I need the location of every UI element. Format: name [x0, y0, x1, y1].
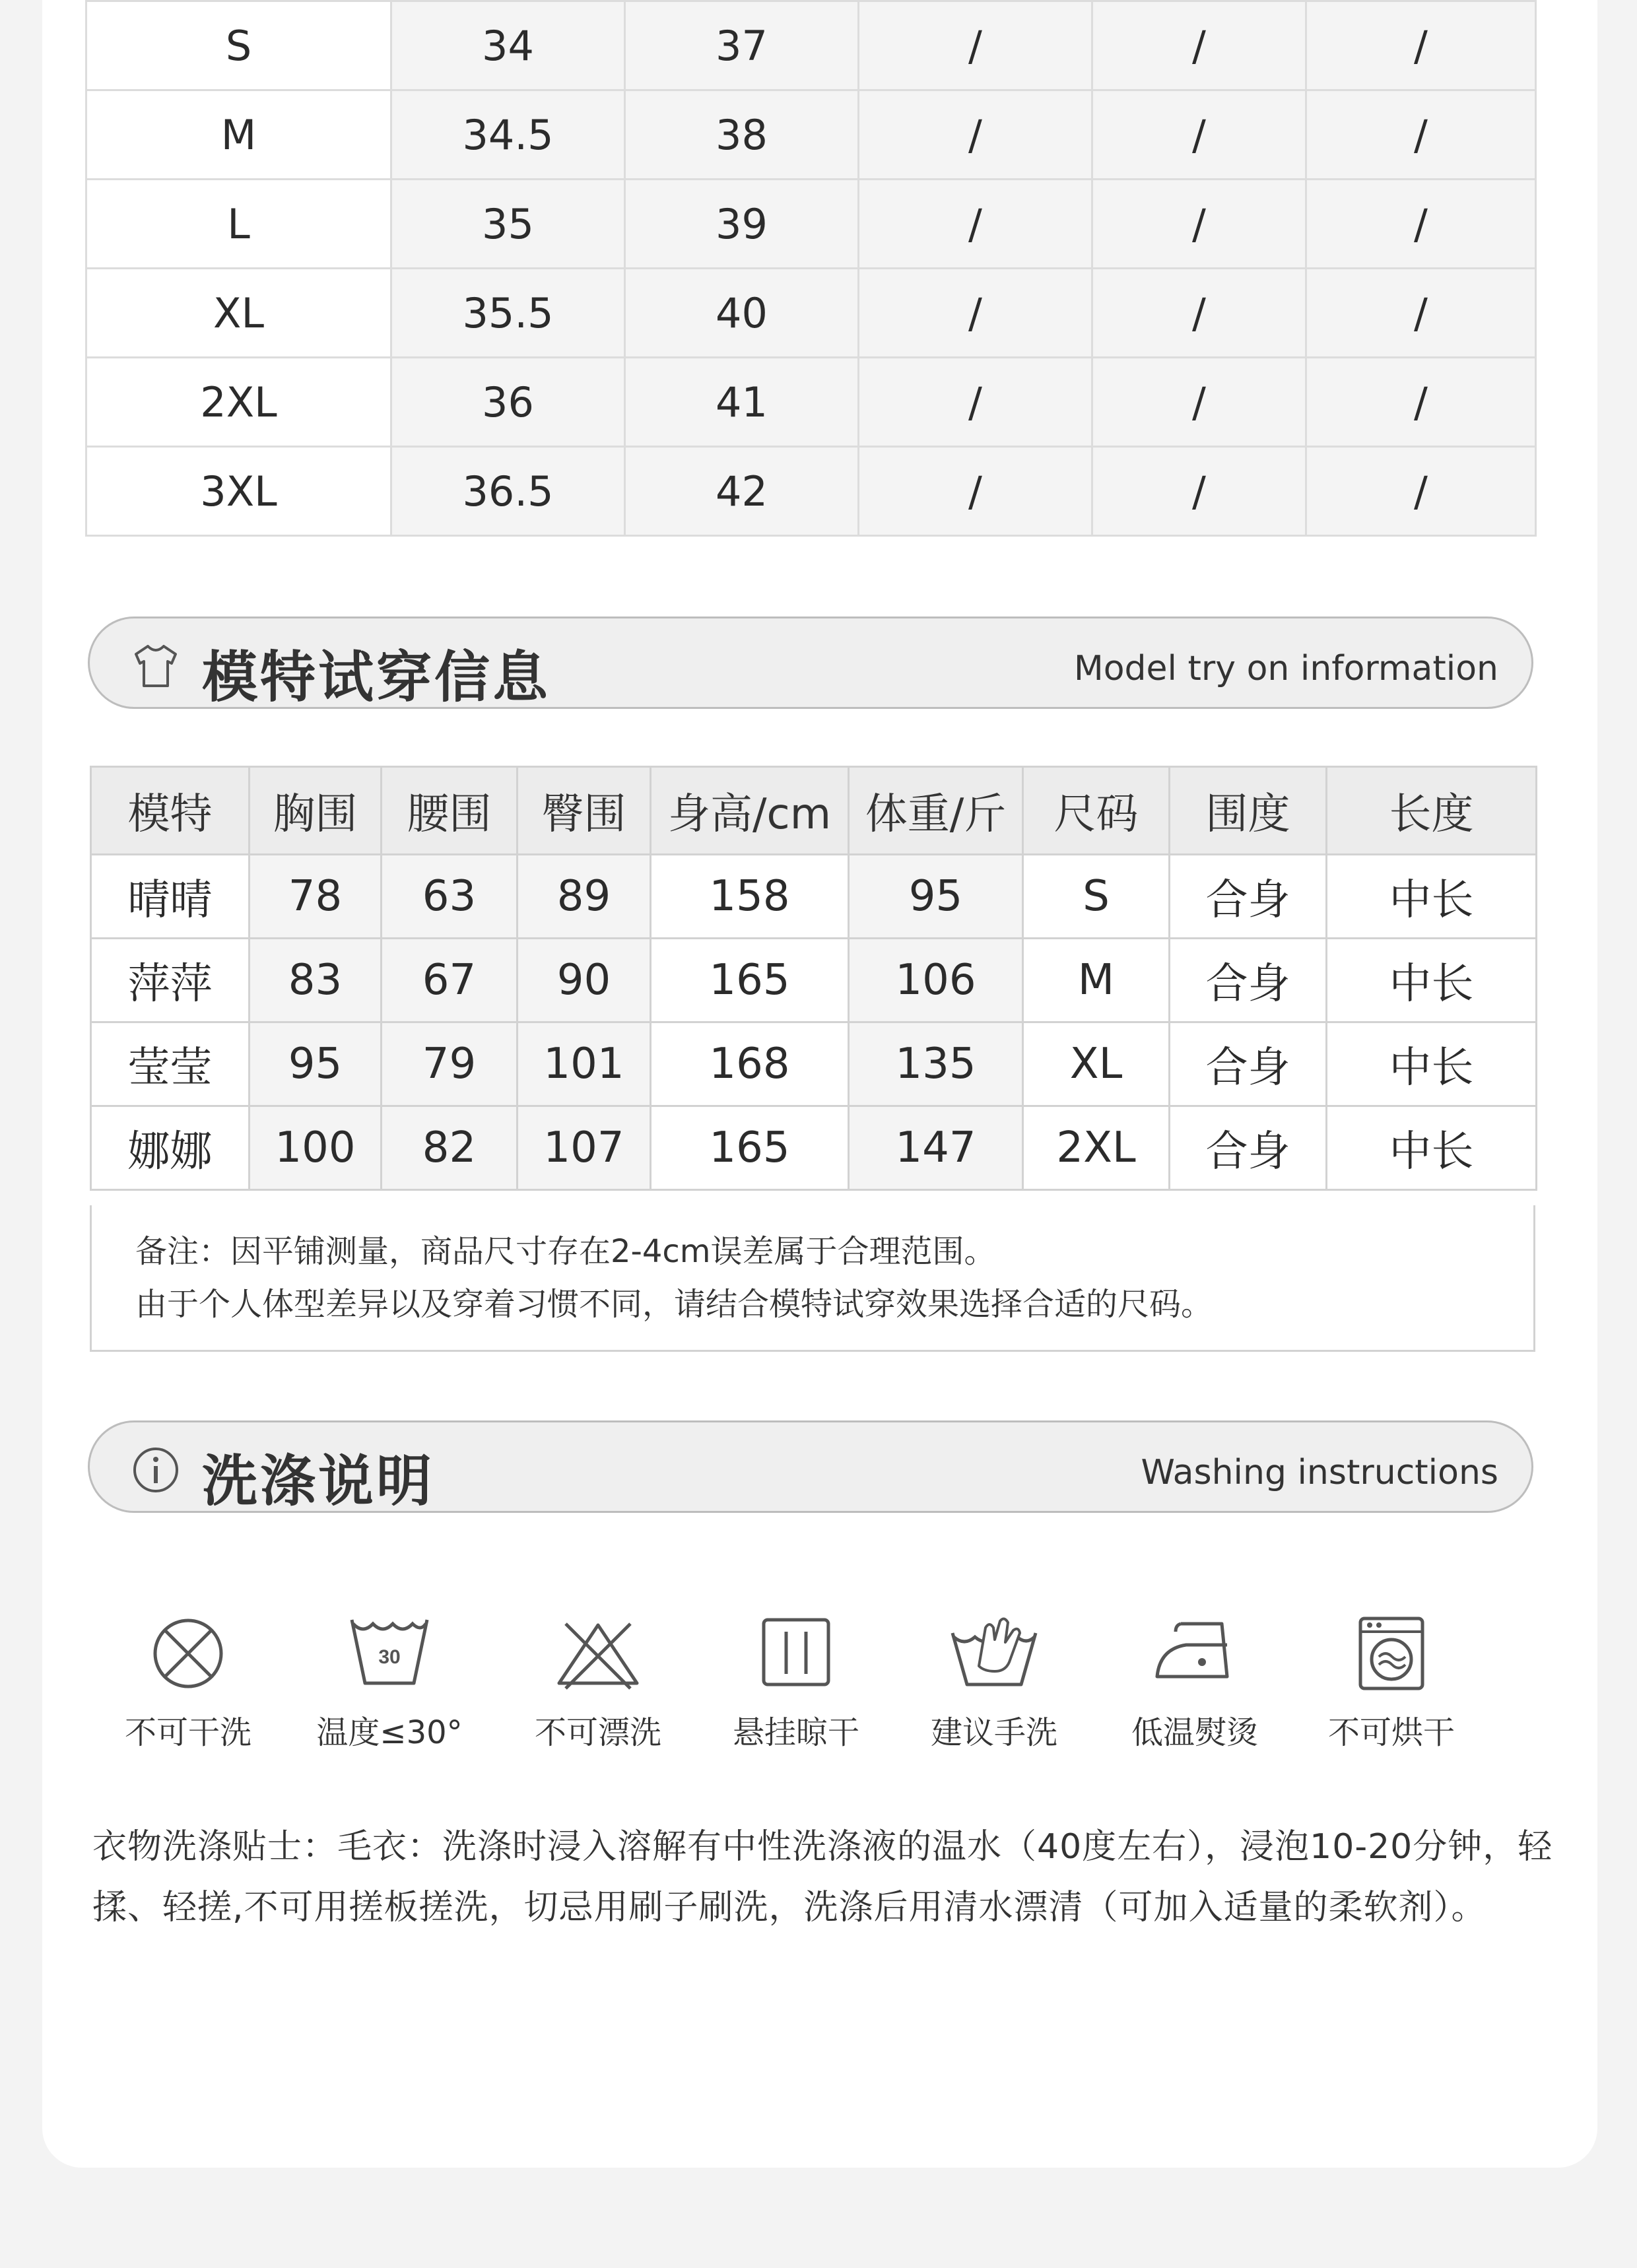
model-table-cell: 158 [651, 855, 849, 939]
size-table-cell: / [1306, 447, 1536, 536]
model-table-cell: 莹莹 [91, 1022, 250, 1106]
model-table-cell: 90 [518, 939, 651, 1022]
wash-item-no-bleach: 不可漂洗 [512, 1611, 684, 1752]
model-table-cell: 萍萍 [91, 939, 250, 1022]
size-table-cell: 42 [625, 447, 859, 536]
model-table-cell: 中长 [1327, 939, 1537, 1022]
size-table-row [86, 90, 1536, 180]
model-table-header-cell: 围度 [1170, 767, 1327, 855]
size-table-cell: / [1092, 1, 1306, 90]
model-table-header-cell: 臀围 [518, 767, 651, 855]
model-table [90, 766, 1537, 1191]
model-table-cell: 101 [518, 1022, 651, 1106]
model-table-header-cell: 尺码 [1023, 767, 1170, 855]
size-table-cell: S [86, 1, 391, 90]
size-table-cell: / [1306, 1, 1536, 90]
model-table-header-cell: 身高/cm [651, 767, 849, 855]
washing-subtitle: Washing instructions [1141, 1453, 1498, 1492]
model-table-cell: 78 [250, 855, 382, 939]
size-table-cell: / [1306, 358, 1536, 447]
model-table-cell: 中长 [1327, 1106, 1537, 1190]
no-tumble-dry-icon [1342, 1611, 1441, 1696]
model-table-cell: 95 [250, 1022, 382, 1106]
size-table-cell: / [1092, 269, 1306, 358]
model-table-cell: 79 [382, 1022, 518, 1106]
model-info-title: 模特试穿信息 [202, 645, 551, 710]
model-table-cell: 娜娜 [91, 1106, 250, 1190]
note-line-2: 由于个人体型差异以及穿着习惯不同，请结合模特试穿效果选择合适的尺码。 [135, 1286, 1213, 1323]
model-table-cell: 82 [382, 1106, 518, 1190]
size-table-row [86, 1, 1536, 90]
size-table [85, 0, 1537, 537]
size-table-cell: 35.5 [391, 269, 625, 358]
model-table-header-cell: 胸围 [250, 767, 382, 855]
model-table-cell: 中长 [1327, 1022, 1537, 1106]
wash-icons-row [0, 1611, 1637, 1756]
model-table-row [91, 855, 1537, 939]
model-info-header [88, 617, 1533, 709]
size-table-cell: / [859, 1, 1092, 90]
hang-dry-icon [747, 1611, 846, 1696]
size-table-cell: 34.5 [391, 90, 625, 180]
wash-item-30: 30 温度≤30° [304, 1611, 475, 1752]
model-info-subtitle: Model try on information [1073, 649, 1498, 688]
info-icon [131, 1445, 181, 1495]
size-table-row [86, 180, 1536, 269]
model-table-cell: 106 [849, 939, 1023, 1022]
size-table-cell: 36 [391, 358, 625, 447]
model-table-row [91, 1106, 1537, 1190]
washing-title: 洗涤说明 [202, 1449, 435, 1514]
svg-text:30: 30 [378, 1646, 401, 1668]
size-table-cell: / [859, 358, 1092, 447]
size-table-cell: 35 [391, 180, 625, 269]
model-table-cell: 合身 [1170, 939, 1327, 1022]
model-table-cell: 63 [382, 855, 518, 939]
size-table-cell: 2XL [86, 358, 391, 447]
model-table-row [91, 939, 1537, 1022]
model-table-cell: 107 [518, 1106, 651, 1190]
size-table-cell: 41 [625, 358, 859, 447]
size-table-cell: L [86, 180, 391, 269]
model-table-cell: 合身 [1170, 1022, 1327, 1106]
size-table-cell: / [1306, 90, 1536, 180]
size-table-cell: 36.5 [391, 447, 625, 536]
size-table-cell: 3XL [86, 447, 391, 536]
model-table-cell: 100 [250, 1106, 382, 1190]
model-table-row [91, 1022, 1537, 1106]
size-table-cell: 39 [625, 180, 859, 269]
model-table-cell: 2XL [1023, 1106, 1170, 1190]
model-table-cell: M [1023, 939, 1170, 1022]
model-table-cell: 89 [518, 855, 651, 939]
size-table-cell: 38 [625, 90, 859, 180]
size-table-cell: / [1092, 90, 1306, 180]
wash-item-no-tumble-dry: 不可烘干 [1306, 1611, 1477, 1752]
model-table-cell: 中长 [1327, 855, 1537, 939]
model-table-header-cell: 长度 [1327, 767, 1537, 855]
model-table-cell: 95 [849, 855, 1023, 939]
size-table-cell: XL [86, 269, 391, 358]
model-table-cell: 83 [250, 939, 382, 1022]
wash-item-no-dry-clean: 不可干洗 [102, 1611, 274, 1752]
washing-tips: 衣物洗涤贴士：毛衣：洗涤时浸入溶解有中性洗涤液的温水（40度左右），浸泡10-20分钟，轻揉、轻搓,不可用搓板搓洗，切忌用刷子刷洗，洗涤后用清水漂清（可加入适量的柔软剂）。 [92, 1827, 1553, 1927]
size-table-cell: / [859, 447, 1092, 536]
tshirt-icon [131, 641, 181, 691]
size-table-cell: / [1306, 180, 1536, 269]
size-table-cell: 37 [625, 1, 859, 90]
size-table-row [86, 269, 1536, 358]
wash-item-hand-wash: 建议手洗 [908, 1611, 1080, 1752]
size-table-cell: / [1092, 447, 1306, 536]
model-table-cell: 晴晴 [91, 855, 250, 939]
low-iron-icon [1145, 1611, 1244, 1696]
model-table-cell: 147 [849, 1106, 1023, 1190]
size-table-cell: / [1092, 180, 1306, 269]
size-table-cell: / [859, 269, 1092, 358]
model-table-cell: S [1023, 855, 1170, 939]
size-table-cell: / [1092, 358, 1306, 447]
model-table-cell: XL [1023, 1022, 1170, 1106]
no-dry-clean-icon [139, 1611, 238, 1696]
hand-wash-icon [945, 1611, 1044, 1696]
model-table-cell: 165 [651, 1106, 849, 1190]
model-table-cell: 135 [849, 1022, 1023, 1106]
model-table-cell: 168 [651, 1022, 849, 1106]
model-table-header-cell: 腰围 [382, 767, 518, 855]
model-note [90, 1205, 1535, 1352]
wash-item-low-iron: 低温熨烫 [1109, 1611, 1281, 1752]
size-table-cell: / [859, 180, 1092, 269]
size-table-cell: 40 [625, 269, 859, 358]
model-table-cell: 67 [382, 939, 518, 1022]
size-table-row [86, 447, 1536, 536]
size-table-cell: M [86, 90, 391, 180]
no-bleach-icon [549, 1611, 648, 1696]
model-table-header-cell: 体重/斤 [849, 767, 1023, 855]
size-table-cell: 34 [391, 1, 625, 90]
model-table-cell: 合身 [1170, 1106, 1327, 1190]
model-table-header-cell: 模特 [91, 767, 250, 855]
size-table-row [86, 358, 1536, 447]
size-table-cell: / [1306, 269, 1536, 358]
wash-30-icon [340, 1611, 439, 1696]
wash-item-hang-dry: 悬挂晾干 [710, 1611, 882, 1752]
model-table-header-row [91, 767, 1537, 855]
model-table-cell: 合身 [1170, 855, 1327, 939]
note-line-1: 备注：因平铺测量，商品尺寸存在2-4cm误差属于合理范围。 [135, 1233, 996, 1270]
size-table-cell: / [859, 90, 1092, 180]
model-table-cell: 165 [651, 939, 849, 1022]
washing-header [88, 1420, 1533, 1513]
